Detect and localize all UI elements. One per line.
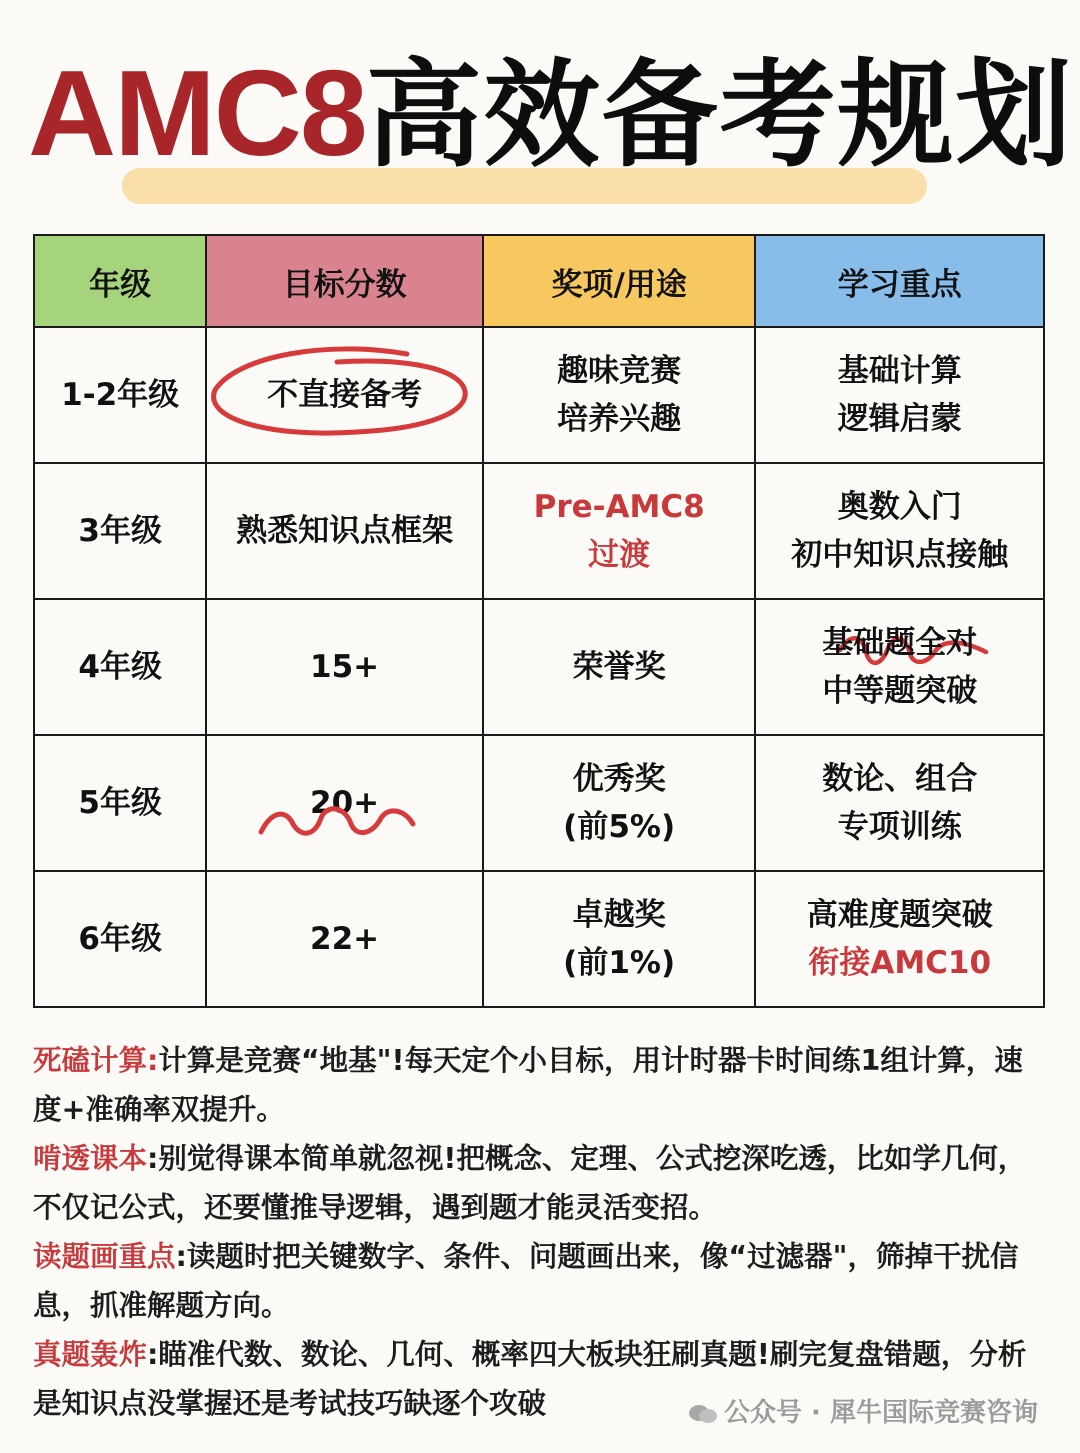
tip-text: :别觉得课本简单就忽视!把概念、定理、公式挖深吃透，比如学几何，不仅记公式，还要懂推导逻辑，遇到题才能灵活变招。 (33, 1142, 1027, 1224)
header-focus: 学习重点 (755, 235, 1044, 327)
tip-paragraph (33, 1134, 1048, 1232)
cell-score: 22+ (206, 871, 483, 1007)
title-cjk: 高效备考规划 (365, 48, 1074, 183)
title-area (0, 0, 1080, 220)
cell-focus (755, 871, 1044, 1007)
cell-focus (755, 463, 1044, 599)
award-line: 趣味竞赛 (557, 353, 682, 389)
focus-line: 中等题突破 (822, 673, 978, 709)
header-grade: 年级 (34, 235, 206, 327)
award-line: 优秀奖 (572, 761, 666, 797)
tip-keyword: 啃透课本 (33, 1142, 148, 1175)
cell-score (206, 735, 483, 871)
cell-award (483, 327, 756, 463)
cell-grade: 1-2年级 (34, 327, 206, 463)
award-line: Pre-AMC8 (533, 489, 705, 525)
header-score: 目标分数 (206, 235, 483, 327)
focus-line: 基础题全对 (822, 625, 978, 661)
cell-grade: 6年级 (34, 871, 206, 1007)
focus-line: 奥数入门 (837, 489, 962, 525)
watermark (688, 1392, 1038, 1429)
focus-line: 初中知识点接触 (791, 537, 1009, 573)
focus-line: 高难度题突破 (806, 897, 993, 933)
award-line: 荣誉奖 (572, 649, 666, 685)
cell-award (483, 871, 756, 1007)
tip-text: 计算是竞赛“地基"!每天定个小目标，用计时器卡时间练1组计算，速度+准确率双提升。 (33, 1044, 1023, 1126)
focus-line: 专项训练 (837, 809, 962, 845)
cell-award (483, 735, 756, 871)
cell-award (483, 599, 756, 735)
cell-focus (755, 599, 1044, 735)
award-line: 卓越奖 (572, 897, 666, 933)
plan-table (33, 234, 1045, 1008)
cell-award (483, 463, 756, 599)
cell-grade: 5年级 (34, 735, 206, 871)
focus-line: 基础计算 (837, 353, 962, 389)
tip-keyword: 真题轰炸 (33, 1338, 148, 1371)
page-title (28, 45, 1074, 183)
table-row (34, 599, 1044, 735)
wechat-icon (688, 1403, 718, 1425)
cell-score: 熟悉知识点框架 (206, 463, 483, 599)
table-header-row (34, 235, 1044, 327)
table-row (34, 871, 1044, 1007)
cell-score: 15+ (206, 599, 483, 735)
cell-score (206, 327, 483, 463)
award-line: (前5%) (563, 809, 676, 845)
watermark-text: 公众号 · 犀牛国际竞赛咨询 (724, 1398, 1038, 1428)
cell-grade: 4年级 (34, 599, 206, 735)
tip-paragraph (33, 1232, 1048, 1330)
cell-grade: 3年级 (34, 463, 206, 599)
score-text: 不直接备考 (267, 377, 423, 413)
award-line: 过渡 (588, 537, 651, 573)
focus-line: 逻辑启蒙 (837, 401, 962, 437)
tip-keyword: 读题画重点 (33, 1240, 176, 1273)
award-line: (前1%) (563, 945, 676, 981)
title-latin: AMC8 (28, 45, 366, 181)
score-text: 20+ (310, 785, 380, 821)
focus-line: 衔接AMC10 (808, 945, 992, 981)
tip-paragraph (33, 1036, 1048, 1134)
tips-section (33, 1036, 1048, 1428)
award-line: 培养兴趣 (557, 401, 682, 437)
table-row (34, 735, 1044, 871)
table-row (34, 327, 1044, 463)
table-row (34, 463, 1044, 599)
tip-keyword: 死磕计算: (33, 1044, 159, 1077)
tip-text: :读题时把关键数字、条件、问题画出来，像“过滤器"，筛掉干扰信息，抓准解题方向。 (33, 1240, 1019, 1322)
cell-focus (755, 735, 1044, 871)
focus-line: 数论、组合 (822, 761, 978, 797)
header-award: 奖项/用途 (483, 235, 756, 327)
tip-text: :瞄准代数、数论、几何、概率四大板块狂刷真题!刷完复盘错题，分析是知识点没掌握还是考试技巧缺逐个攻破 (33, 1338, 1027, 1420)
cell-focus (755, 327, 1044, 463)
